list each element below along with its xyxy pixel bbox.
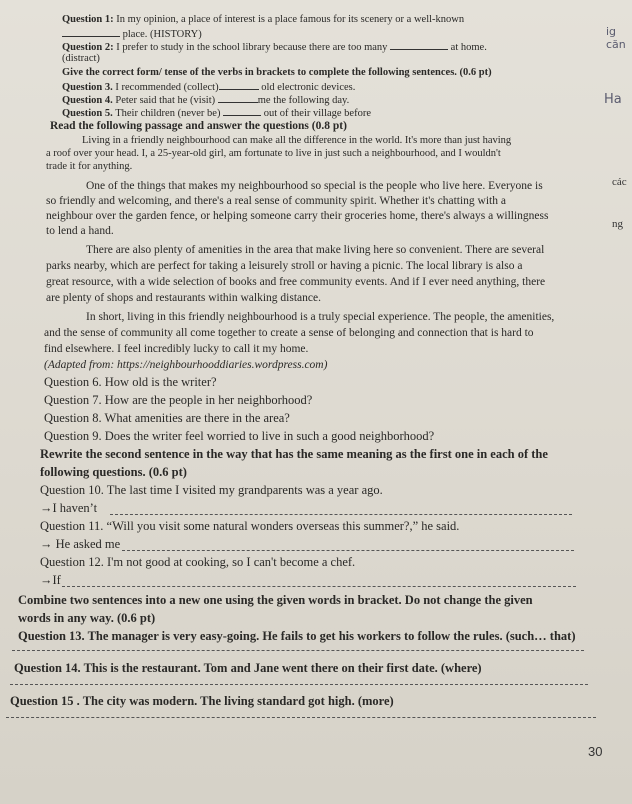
answer-blank[interactable] — [219, 80, 259, 90]
answer-blank[interactable] — [218, 93, 258, 103]
question-1: Question 1: In my opinion, a place of interest is a place famous for its scenery or a well-known — [62, 14, 465, 25]
handwritten-note: Ha — [604, 92, 622, 107]
answer-line[interactable] — [6, 717, 596, 718]
reading-instruction: Read the following passage and answer the questions (0.8 pt) — [50, 120, 347, 132]
question-3: Question 3. I recommended (collect) old electronic devices. — [62, 82, 356, 93]
question-14: Question 14. This is the restaurant. Tom and Jane went there on their first date. (where) — [14, 661, 482, 675]
passage-line: a roof over your head. I, a 25-year-old girl, am fortunate to live in just such a neighbourhood, and I wouldn't — [46, 148, 501, 159]
passage-line: to lend a hand. — [46, 225, 114, 237]
question-13: Question 13. The manager is very easy-going. He fails to get his workers to follow the rules. (such… that) — [18, 629, 576, 643]
passage-line: so friendly and welcoming, and there's a real sense of community spirit. Whether it's chatting with a — [46, 195, 506, 207]
passage-line: Living in a friendly neighbourhood can make all the difference in the world. It's more than just having — [82, 135, 512, 146]
passage-line: and the sense of community all come together to create a sense of belonging and connection that is hard to — [44, 327, 534, 339]
rewrite-instruction-cont: following questions. (0.6 pt) — [40, 465, 187, 479]
passage-line: parks nearby, which are perfect for taking a leisurely stroll or having a picnic. The local library is also a — [46, 260, 523, 272]
question-9: Question 9. Does the writer feel worried to live in such a good neighborhood? — [44, 429, 435, 443]
answer-line[interactable] — [110, 514, 572, 515]
question-6: Question 6. How old is the writer? — [44, 375, 217, 389]
answer-line[interactable] — [122, 550, 574, 551]
passage-line: are plenty of shops and restaurants within walking distance. — [46, 292, 321, 304]
answer-blank[interactable] — [390, 40, 448, 50]
answer-blank[interactable] — [223, 106, 261, 116]
combine-instruction-cont: words in any way. (0.6 pt) — [18, 611, 156, 625]
question-7: Question 7. How are the people in her neighborhood? — [44, 393, 313, 407]
passage-source: (Adapted from: https://neighbourhooddiaries.wordpress.com) — [44, 359, 328, 371]
question-1-continuation: place. (HISTORY) — [62, 27, 202, 41]
question-4: Question 4. Peter said that he (visit) me the following day. — [62, 95, 350, 106]
question-12-answer-start: →If — [40, 573, 61, 587]
passage-line: neighbour over the garden fence, or helping someone carry their groceries home, there's always a willingness — [46, 210, 549, 222]
combine-instruction: Combine two sentences into a new one using the given words in bracket. Do not change the given — [18, 593, 533, 607]
margin-text-fragment: ng — [612, 218, 623, 230]
question-10-answer-start: →I haven’t — [40, 501, 98, 515]
passage-line: There are also plenty of amenities in the area that make living here so convenient. There are several — [86, 244, 545, 256]
question-11: Question 11. “Will you visit some natural wonders overseas this summer?,” he said. — [40, 519, 460, 533]
verb-form-instruction: Give the correct form/ tense of the verbs in brackets to complete the following sentences. (0.6 pt) — [62, 67, 492, 78]
margin-text-fragment: các — [612, 176, 627, 188]
question-5: Question 5. Their children (never be) out of their village before — [62, 108, 371, 119]
passage-line: trade it for anything. — [46, 161, 133, 172]
passage-line: find elsewhere. I feel incredibly lucky to call it my home. — [44, 343, 309, 355]
answer-blank[interactable] — [62, 27, 120, 37]
question-2: Question 2: I prefer to study in the school library because there are too many at home. — [62, 42, 487, 53]
rewrite-instruction: Rewrite the second sentence in the way that has the same meaning as the first one in each of the — [40, 447, 548, 461]
passage-line: great resource, with a wide selection of books and free community events. And if I ever need anything, there — [46, 276, 546, 288]
question-12: Question 12. I'm not good at cooking, so I can't become a chef. — [40, 555, 356, 569]
answer-line[interactable] — [10, 684, 588, 685]
question-11-answer-start: → He asked me — [40, 537, 121, 551]
question-2-hint: (distract) — [62, 53, 100, 64]
passage-line: In short, living in this friendly neighbourhood is a truly special experience. The people, the amenities, — [86, 311, 555, 323]
passage-line: One of the things that makes my neighbourhood so special is the people who live here. Everyone is — [86, 180, 543, 192]
answer-line[interactable] — [62, 586, 576, 587]
page-number: 30 — [588, 744, 603, 759]
question-15: Question 15 . The city was modern. The living standard got high. (more) — [10, 694, 394, 708]
question-8: Question 8. What amenities are there in the area? — [44, 411, 290, 425]
answer-line[interactable] — [12, 650, 584, 651]
handwritten-note: ig căn — [606, 25, 626, 51]
question-10: Question 10. The last time I visited my grandparents was a year ago. — [40, 483, 383, 497]
